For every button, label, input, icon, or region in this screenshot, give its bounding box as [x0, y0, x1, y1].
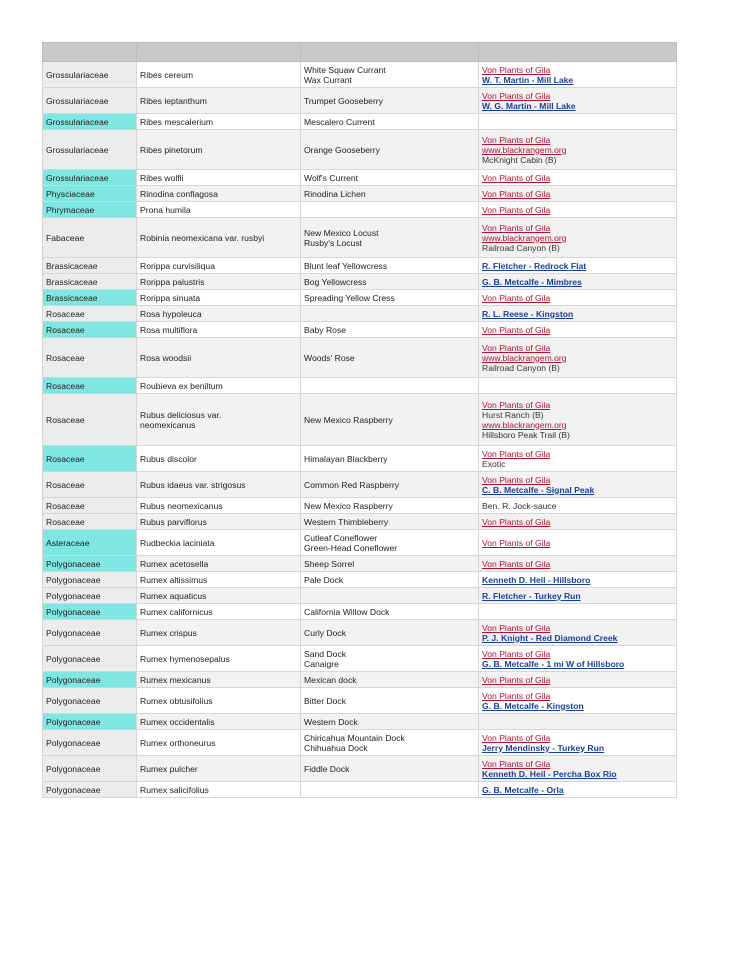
- common-name-cell: Wolf's Current: [301, 170, 479, 186]
- header-family: [43, 43, 137, 62]
- references-cell: [479, 446, 677, 472]
- species-cell: Rorippa curvisiliqua: [137, 258, 301, 274]
- reference-link[interactable]: Von Plants of Gila: [482, 558, 551, 569]
- reference-link[interactable]: Von Plants of Gila: [482, 758, 551, 769]
- family-cell: Rosaceae: [43, 394, 137, 446]
- table-row: [43, 714, 677, 730]
- species-cell: Rumex obtusifolius: [137, 688, 301, 714]
- reference-note: Ben. R. Jock-sauce: [482, 500, 557, 511]
- table-row: [43, 218, 677, 258]
- table-row: [43, 588, 677, 604]
- common-name-cell: Fiddle Dock: [301, 756, 479, 782]
- family-cell: Rosaceae: [43, 514, 137, 530]
- species-cell: Rubus idaeus var. strigosus: [137, 472, 301, 498]
- reference-link[interactable]: Von Plants of Gila: [482, 204, 551, 215]
- family-cell: Polygonaceae: [43, 672, 137, 688]
- species-cell: Rumex occidentalis: [137, 714, 301, 730]
- species-cell: Rumex californicus: [137, 604, 301, 620]
- species-cell: Rumex hymenosepalus: [137, 646, 301, 672]
- reference-link[interactable]: Von Plants of Gila: [482, 537, 551, 548]
- references-cell: [479, 170, 677, 186]
- species-cell: Prona humila: [137, 202, 301, 218]
- family-cell: Polygonaceae: [43, 688, 137, 714]
- common-name-cell: Woods' Rose: [301, 338, 479, 378]
- header-references: [479, 43, 677, 62]
- references-cell: [479, 338, 677, 378]
- family-cell: Fabaceae: [43, 218, 137, 258]
- header-species: [137, 43, 301, 62]
- family-cell: Asteraceae: [43, 530, 137, 556]
- reference-link[interactable]: R. Fletcher - Turkey Run: [482, 590, 581, 601]
- family-cell: Polygonaceae: [43, 714, 137, 730]
- references-cell: [479, 782, 677, 798]
- references-cell: [479, 530, 677, 556]
- table-row: [43, 672, 677, 688]
- references-cell: [479, 572, 677, 588]
- table-row: [43, 498, 677, 514]
- references-cell: [479, 62, 677, 88]
- species-cell: Ribes mescalerium: [137, 114, 301, 130]
- common-name-cell: Trumpet Gooseberry: [301, 88, 479, 114]
- references-cell: [479, 730, 677, 756]
- common-name-cell: Rinodina Lichen: [301, 186, 479, 202]
- reference-link[interactable]: Von Plants of Gila: [482, 222, 551, 233]
- common-name-cell: Orange Gooseberry: [301, 130, 479, 170]
- reference-link[interactable]: Von Plants of Gila: [482, 648, 551, 659]
- species-cell: Rumex salicifolius: [137, 782, 301, 798]
- common-name-cell: [301, 588, 479, 604]
- family-cell: Rosaceae: [43, 378, 137, 394]
- family-cell: Polygonaceae: [43, 646, 137, 672]
- table-row: [43, 756, 677, 782]
- species-cell: Rinodina conflagosa: [137, 186, 301, 202]
- table-row: [43, 186, 677, 202]
- common-name-cell: Himalayan Blackberry: [301, 446, 479, 472]
- family-cell: Rosaceae: [43, 498, 137, 514]
- table-row: [43, 646, 677, 672]
- references-cell: [479, 130, 677, 170]
- reference-link[interactable]: Von Plants of Gila: [482, 324, 551, 335]
- common-name-cell: Baby Rose: [301, 322, 479, 338]
- common-name-cell: Spreading Yellow Cress: [301, 290, 479, 306]
- table-row: [43, 572, 677, 588]
- common-name-cell: New Mexico Raspberry: [301, 498, 479, 514]
- family-cell: Polygonaceae: [43, 730, 137, 756]
- species-cell: Rubus neomexicanus: [137, 498, 301, 514]
- species-cell: Ribes wolfii: [137, 170, 301, 186]
- table-row: [43, 322, 677, 338]
- family-cell: Polygonaceae: [43, 572, 137, 588]
- references-cell: [479, 756, 677, 782]
- species-cell: Rubus deliciosus var. neomexicanus: [137, 394, 301, 446]
- table-row: [43, 258, 677, 274]
- table-row: [43, 306, 677, 322]
- reference-note: Railroad Canyon (B): [482, 362, 560, 373]
- species-cell: Rosa multiflora: [137, 322, 301, 338]
- family-cell: Phrymaceae: [43, 202, 137, 218]
- table-row: [43, 556, 677, 572]
- references-cell: [479, 672, 677, 688]
- references-cell: [479, 714, 677, 730]
- family-cell: Polygonaceae: [43, 782, 137, 798]
- family-cell: Rosaceae: [43, 446, 137, 472]
- family-cell: Brassicaceae: [43, 274, 137, 290]
- header-common-name: [301, 43, 479, 62]
- table-row: [43, 530, 677, 556]
- references-cell: [479, 588, 677, 604]
- table-row: [43, 274, 677, 290]
- reference-link[interactable]: Von Plants of Gila: [482, 64, 551, 75]
- family-cell: Grossulariaceae: [43, 130, 137, 170]
- species-cell: Robinia neomexicana var. rusbyi: [137, 218, 301, 258]
- common-name-cell: Sheep Sorrel: [301, 556, 479, 572]
- table-row: [43, 620, 677, 646]
- table-row: [43, 514, 677, 530]
- reference-link[interactable]: Von Plants of Gila: [482, 90, 551, 101]
- reference-link[interactable]: Kenneth D. Heil - Hillsboro: [482, 574, 591, 585]
- common-name-cell: Curly Dock: [301, 620, 479, 646]
- table-row: [43, 170, 677, 186]
- reference-link[interactable]: Von Plants of Gila: [482, 292, 551, 303]
- references-cell: [479, 556, 677, 572]
- common-name-cell: Bog Yellowcress: [301, 274, 479, 290]
- reference-link[interactable]: Von Plants of Gila: [482, 134, 551, 145]
- reference-link[interactable]: www.blackrangem.org: [482, 232, 567, 243]
- species-cell: Rosa woodsii: [137, 338, 301, 378]
- common-name-cell: Bitter Dock: [301, 688, 479, 714]
- species-cell: Roubieva ex beniltum: [137, 378, 301, 394]
- references-cell: [479, 186, 677, 202]
- table-row: [43, 782, 677, 798]
- reference-link[interactable]: G. B. Metcalfe - Kingston: [482, 700, 584, 711]
- species-cell: Rumex aquaticus: [137, 588, 301, 604]
- species-cell: Rumex altissimus: [137, 572, 301, 588]
- references-cell: [479, 274, 677, 290]
- table-row: [43, 114, 677, 130]
- references-cell: [479, 604, 677, 620]
- references-cell: [479, 646, 677, 672]
- references-cell: [479, 306, 677, 322]
- reference-link[interactable]: Von Plants of Gila: [482, 342, 551, 353]
- common-name-cell: Mescalero Current: [301, 114, 479, 130]
- table-row: [43, 378, 677, 394]
- table-row: [43, 688, 677, 714]
- references-cell: [479, 218, 677, 258]
- species-cell: Ribes leptanthum: [137, 88, 301, 114]
- reference-link[interactable]: R. Fletcher - Redrock Flat: [482, 260, 587, 271]
- family-cell: Grossulariaceae: [43, 114, 137, 130]
- reference-link[interactable]: G. B. Metcalfe - Orla: [482, 784, 564, 795]
- references-cell: [479, 514, 677, 530]
- family-cell: Grossulariaceae: [43, 88, 137, 114]
- reference-link[interactable]: G. B. Metcalfe - Mimbres: [482, 276, 582, 287]
- reference-link[interactable]: Von Plants of Gila: [482, 448, 551, 459]
- reference-note: Hurst Ranch (B): [482, 409, 544, 420]
- table-row: [43, 446, 677, 472]
- table-row: [43, 338, 677, 378]
- reference-link[interactable]: www.blackrangem.org: [482, 419, 567, 430]
- table-row: [43, 202, 677, 218]
- common-name-cell: Common Red Raspberry: [301, 472, 479, 498]
- table-header-row: [43, 43, 677, 62]
- reference-link[interactable]: Von Plants of Gila: [482, 732, 551, 743]
- reference-link[interactable]: Von Plants of Gila: [482, 188, 551, 199]
- family-cell: Rosaceae: [43, 322, 137, 338]
- references-cell: [479, 378, 677, 394]
- references-cell: [479, 322, 677, 338]
- species-cell: Rumex mexicanus: [137, 672, 301, 688]
- reference-link[interactable]: Von Plants of Gila: [482, 172, 551, 183]
- common-name-cell: Pale Dock: [301, 572, 479, 588]
- family-cell: Rosaceae: [43, 306, 137, 322]
- reference-link[interactable]: W. G. Martin - Mill Lake: [482, 100, 576, 111]
- family-cell: Rosaceae: [43, 338, 137, 378]
- reference-link[interactable]: G. B. Metcalfe - 1 mi W of Hillsboro: [482, 658, 625, 669]
- reference-link[interactable]: R. L. Reese - Kingston: [482, 308, 574, 319]
- references-cell: [479, 472, 677, 498]
- family-cell: Polygonaceae: [43, 588, 137, 604]
- reference-note: McKnight Cabin (B): [482, 154, 557, 165]
- family-cell: Polygonaceae: [43, 604, 137, 620]
- common-name-cell: New Mexico Raspberry: [301, 394, 479, 446]
- family-cell: Rosaceae: [43, 472, 137, 498]
- species-cell: Rumex crispus: [137, 620, 301, 646]
- table-row: [43, 394, 677, 446]
- table-row: [43, 290, 677, 306]
- references-cell: [479, 620, 677, 646]
- species-cell: Ribes pinetorum: [137, 130, 301, 170]
- reference-link[interactable]: W. T. Martin - Mill Lake: [482, 74, 574, 85]
- reference-link[interactable]: P. J. Knight - Red Diamond Creek: [482, 632, 618, 643]
- reference-link[interactable]: Kenneth D. Heil - Percha Box Rio: [482, 768, 617, 779]
- common-name-cell: Chiricahua Mountain Dock Chihuahua Dock: [301, 730, 479, 756]
- common-name-cell: California Willow Dock: [301, 604, 479, 620]
- species-cell: Ribes cereum: [137, 62, 301, 88]
- species-cell: Rubus discolor: [137, 446, 301, 472]
- reference-link[interactable]: C. B. Metcalfe - Signal Peak: [482, 484, 595, 495]
- common-name-cell: White Squaw Currant Wax Currant: [301, 62, 479, 88]
- references-cell: [479, 258, 677, 274]
- common-name-cell: Western Dock: [301, 714, 479, 730]
- common-name-cell: Cutleaf Coneflower Green-Head Coneflower: [301, 530, 479, 556]
- species-cell: Rorippa palustris: [137, 274, 301, 290]
- reference-link[interactable]: Von Plants of Gila: [482, 474, 551, 485]
- reference-link[interactable]: Jerry Mendinsky - Turkey Run: [482, 742, 605, 753]
- reference-note: Exotic: [482, 458, 506, 469]
- table-row: [43, 130, 677, 170]
- species-cell: Rosa hypoleuca: [137, 306, 301, 322]
- references-cell: [479, 394, 677, 446]
- table-body: [43, 62, 677, 798]
- species-cell: Rumex orthoneurus: [137, 730, 301, 756]
- reference-link[interactable]: Von Plants of Gila: [482, 690, 551, 701]
- family-cell: Polygonaceae: [43, 756, 137, 782]
- family-cell: Grossulariaceae: [43, 62, 137, 88]
- common-name-cell: [301, 378, 479, 394]
- table-row: [43, 472, 677, 498]
- family-cell: Polygonaceae: [43, 620, 137, 646]
- reference-link[interactable]: www.blackrangem.org: [482, 144, 567, 155]
- species-cell: Rumex acetosella: [137, 556, 301, 572]
- plant-list-sheet: [42, 42, 676, 798]
- common-name-cell: [301, 202, 479, 218]
- family-cell: Grossulariaceae: [43, 170, 137, 186]
- family-cell: Brassicaceae: [43, 290, 137, 306]
- references-cell: [479, 88, 677, 114]
- table-row: [43, 730, 677, 756]
- reference-note: Railroad Canyon (B): [482, 242, 560, 253]
- family-cell: Polygonaceae: [43, 556, 137, 572]
- reference-link[interactable]: Von Plants of Gila: [482, 674, 551, 685]
- reference-link[interactable]: Von Plants of Gila: [482, 622, 551, 633]
- table-row: [43, 88, 677, 114]
- table-row: [43, 62, 677, 88]
- common-name-cell: Mexican dock: [301, 672, 479, 688]
- common-name-cell: New Mexico Locust Rusby's Locust: [301, 218, 479, 258]
- plant-table: [42, 42, 677, 798]
- references-cell: [479, 202, 677, 218]
- reference-note: Hillsboro Peak Trail (B): [482, 429, 570, 440]
- references-cell: [479, 688, 677, 714]
- common-name-cell: Blunt leaf Yellowcress: [301, 258, 479, 274]
- species-cell: Rubus parviflorus: [137, 514, 301, 530]
- table-row: [43, 604, 677, 620]
- family-cell: Brassicaceae: [43, 258, 137, 274]
- species-cell: Rudbeckia laciniata: [137, 530, 301, 556]
- references-cell: [479, 498, 677, 514]
- reference-link[interactable]: www.blackrangem.org: [482, 352, 567, 363]
- common-name-cell: Western Thimbleberry: [301, 514, 479, 530]
- common-name-cell: [301, 306, 479, 322]
- common-name-cell: [301, 782, 479, 798]
- species-cell: Rorippa sinuata: [137, 290, 301, 306]
- common-name-cell: Sand Dock Canaigre: [301, 646, 479, 672]
- species-cell: Rumex pulcher: [137, 756, 301, 782]
- references-cell: [479, 114, 677, 130]
- reference-link[interactable]: Von Plants of Gila: [482, 399, 551, 410]
- references-cell: [479, 290, 677, 306]
- reference-link[interactable]: Von Plants of Gila: [482, 516, 551, 527]
- family-cell: Physciaceae: [43, 186, 137, 202]
